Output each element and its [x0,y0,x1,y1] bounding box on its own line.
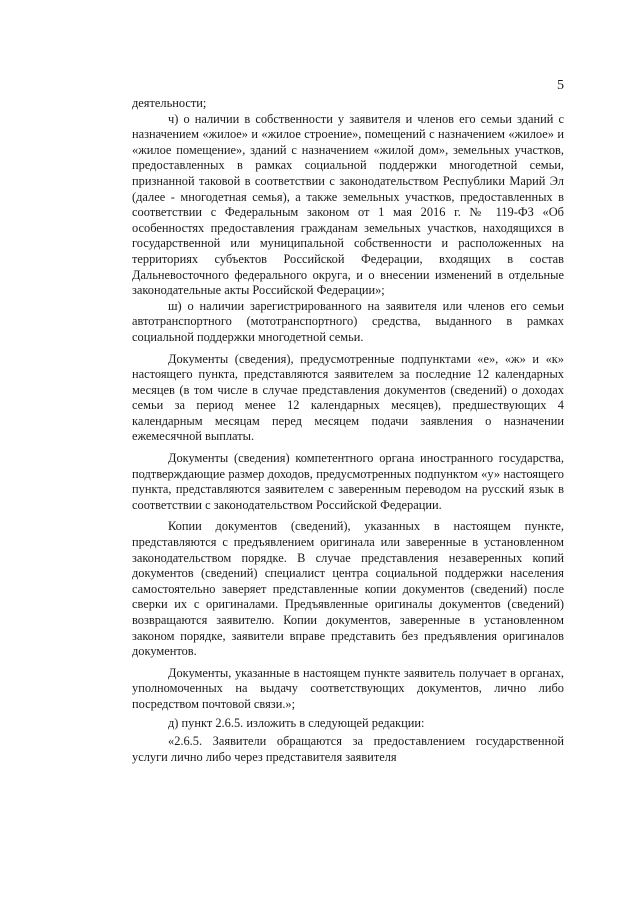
document-body [132,96,564,765]
paragraph-copies: Копии документов (сведений), указанных в настоящем пункте, представляются с предъявлением оригинала или заверенные в установленном законодательством порядке. В случае представления незаверенных копий документов (сведений) специалист центра социальной поддержки населения самостоятельно заверяет представленные копии документов (сведений) после сверки их с оригиналами. Предъявленные оригиналы документов (сведений) возвращаются заявителю. Копии документов, заверенные в установленном законом порядке, заявители вправе представить без предъявления оригиналов документов. [132,519,564,659]
paragraph-documents-period: Документы (сведения), предусмотренные подпунктами «е», «ж» и «к» настоящего пункта, представляются заявителем за последние 12 календарных месяцев (в том числе в случае представления документов (сведений) о доходах семьи за период менее 12 календарных месяцев), предшествующих 4 календарным месяцам перед месяцем подачи заявления о назначении ежемесячной выплаты. [132,351,564,444]
paragraph-subitem-sh: ш) о наличии зарегистрированного на заявителя или членов его семьи автотранспортного (мототранспортного) средства, выданного в рамках социальной поддержки многодетной семьи. [132,298,564,344]
paragraph-obtaining-documents: Документы, указанные в настоящем пункте заявитель получает в органах, уполномоченных на выдачу соответствующих документов, лично либо посредством почтовой связи.»; [132,665,564,711]
paragraph-2-6-5: «2.6.5. Заявители обращаются за предоставлением государственной услуги лично либо через представителя заявителя [132,734,564,764]
paragraph-item-d: д) пункт 2.6.5. изложить в следующей редакции: [168,715,425,730]
paragraph-foreign-documents: Документы (сведения) компетентного органа иностранного государства, подтверждающие размер доходов, предусмотренных подпунктом «у» настоящего пункта, представляются заявителем с заверенным переводом на русский язык в соответствии с законодательством Российской Федерации. [132,451,564,512]
paragraph-subitem-ch: ч) о наличии в собственности у заявителя и членов его семьи зданий с назначением «жилое» и «жилое строение», помещений с назначением «жилое» и «жилое помещение», зданий с назначением «жилой дом», земельных участков, предоставленных в рамках социальной поддержки многодетной семьи, признанной таковой в соответствии с законодательством Республики Марий Эл (далее - многодетная семья), а также земельных участков, предоставленных в соответствии с Федеральным законом от 1 мая 2016 г. № 119-ФЗ «Об особенностях предоставления гражданам земельных участков, находящихся в государственной или муниципальной собственности и расположенных на территориях субъектов Российской Федерации, входящих в состав Дальневосточного федерального округа, и о внесении изменений в отдельные законодательные акты Российской Федерации»; [132,111,564,298]
paragraph-continuation: деятельности; [132,96,207,110]
page-number: 5 [557,78,564,93]
